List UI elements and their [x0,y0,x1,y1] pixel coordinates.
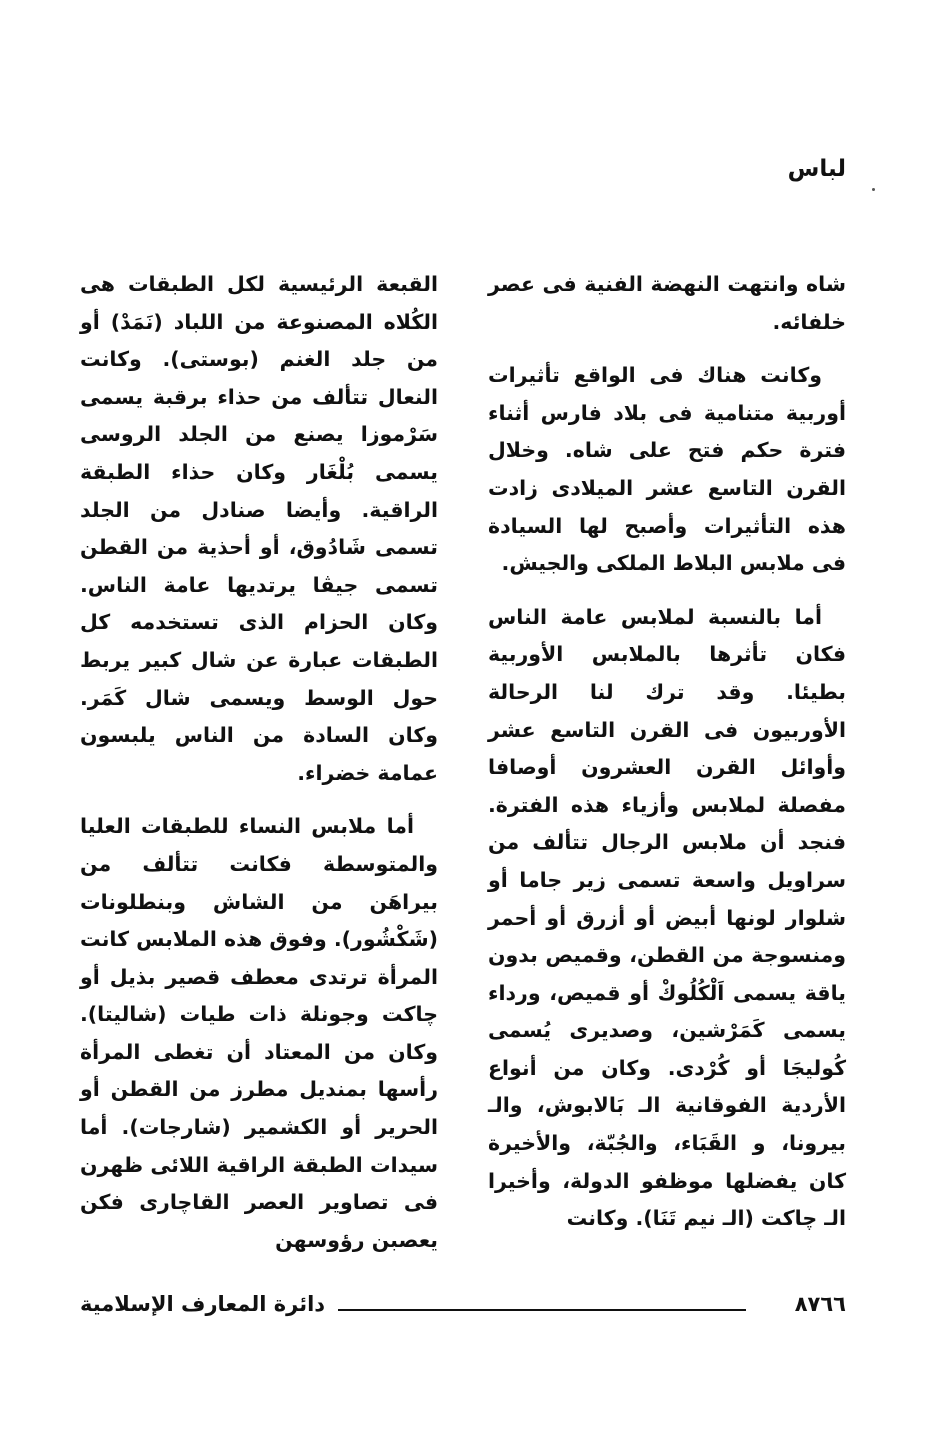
running-title: لباس [787,156,846,182]
footer-rule [338,1309,746,1311]
paragraph: أما ملابس النساء للطبقات العليا والمتوسطة فكانت تتألف من بيراهَن من الشاش وبنطلونات (شَكْشُور). وفوق هذه الملابس كانت المرأة ترتدى معطف قصير بذيل أو چاكت وجونلة ذات طيات (شاليتا). وكان من المعتاد أن تغطى المرأة رأسها بمنديل مطرز من القطن أو الحرير أو الكشمير (شارجات). أما سيدات الطبقة الراقية اللائى ظهرن فى تصاوير العصر القاچارى فكن يعصبن رؤوسهن [80,814,438,1252]
publication-title: دائرة المعارف الإسلامية [80,1292,326,1316]
right-column [488,266,846,1254]
paragraph: وكانت هناك فى الواقع تأثيرات أوربية متنامية فى بلاد فارس أثناء فترة حكم فتح على شاه. وخلال القرن التاسع عشر الميلادى زادت هذه التأثيرات وأصبح لها السيادة فى ملابس البلاط الملكى والجيش. [488,363,846,576]
paragraph: القبعة الرئيسية لكل الطبقات هى الكُلاه المصنوعة من اللباد (نَمَدْ) أو من جلد الغنم (بوستى). وكانت النعال تتألف من حذاء برقبة يسمى سَرْموزا يصنع من الجلد الروسى يسمى بُلْغَار وكان حذاء الطبقة الراقية. وأيضا صنادل من الجلد تسمى شَادُوق، أو أحذية من القطن تسمى جيڤا يرتديها عامة الناس. وكان الحزام الذى تستخدمه كل الطبقات عبارة عن شال كبير يربط حول الوسط ويسمى شال كَمَر. وكان السادة من الناس يلبسون عمامة خضراء. [80,272,438,785]
left-column [80,266,438,1275]
paragraph: أما بالنسبة لملابس عامة الناس فكان تأثرها بالملابس الأوربية بطيئا. وقد ترك لنا الرحالة الأوربيون فى القرن التاسع عشر وأوائل القرن العشرون أوصافا مفصلة لملابس وأزياء هذه الفترة. فنجد أن ملابس الرجال تتألف من سراويل واسعة تسمى زير جاما أو شلوار لونها أبيض أو أزرق أو أحمر ومنسوجة من القطن، وقميص بدون ياقة يسمى اَلْكُلُوكْ أو قميص، ورداء يسمى كَمَرْشين، وصديرى يُسمى كُوليجَا أو كُرْدى. وكان من أنواع الأردية الفوقانية الـ بَالابوش، والـ بيرونا، و القَبَاء، والجُبّة، والأخيرة كان يفضلها موظفو الدولة، وأخيرا الـ چاكت (الـ نيم تَنَا). وكانت [488,604,846,1231]
scan-speck [872,188,875,191]
page-footer [80,1292,846,1326]
paragraph: شاه وانتهت النهضة الفنية فى عصر خلفائه. [488,272,846,334]
page-number: ٨٧٦٦ [794,1292,846,1316]
